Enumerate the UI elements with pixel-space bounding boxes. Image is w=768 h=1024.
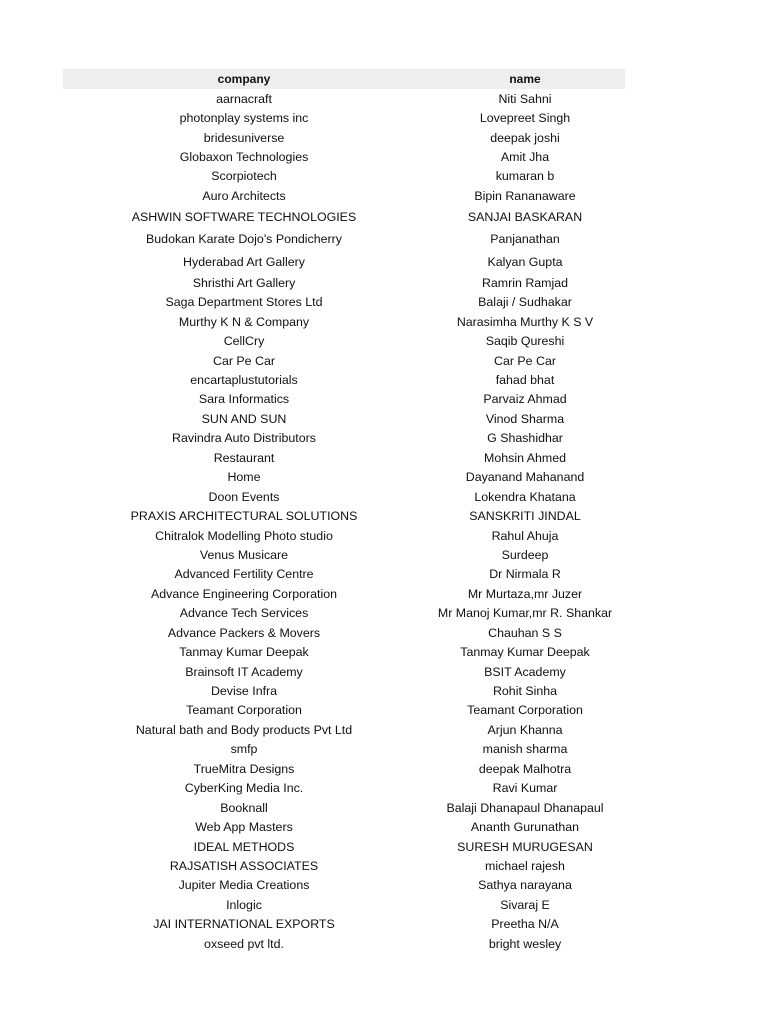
table-row bbox=[63, 206, 625, 229]
table-row bbox=[63, 701, 625, 720]
cell-company: PRAXIS ARCHITECTURAL SOLUTIONS bbox=[130, 509, 358, 524]
cell-name: manish sharma bbox=[482, 742, 568, 757]
cell-company: Ravindra Auto Distributors bbox=[172, 431, 316, 446]
table-body bbox=[63, 89, 625, 953]
cell-company: RAJSATISH ASSOCIATES bbox=[169, 858, 319, 873]
cell-name: Mohsin Ahmed bbox=[484, 450, 566, 465]
cell-company: Home bbox=[227, 470, 261, 485]
table-row bbox=[63, 584, 625, 603]
table-row bbox=[63, 779, 625, 798]
cell-name: Amit Jha bbox=[500, 150, 550, 165]
cell-company: Hyderabad Art Gallery bbox=[183, 254, 305, 269]
cell-company: Globaxon Technologies bbox=[179, 150, 309, 165]
table-row bbox=[63, 409, 625, 428]
cell-name: Mr Manoj Kumar,mr R. Shankar bbox=[437, 606, 613, 621]
cell-name: Balaji / Sudhakar bbox=[478, 295, 572, 310]
cell-name: SANSKRITI JINDAL bbox=[469, 509, 581, 524]
cell-name: michael rajesh bbox=[485, 858, 565, 873]
cell-company: Advanced Fertility Centre bbox=[174, 567, 314, 582]
table-row bbox=[63, 370, 625, 389]
table-row bbox=[63, 108, 625, 127]
cell-company: encartaplustutorials bbox=[190, 373, 298, 388]
table-row bbox=[63, 448, 625, 467]
cell-name: Balaji Dhanapaul Dhanapaul bbox=[446, 800, 604, 815]
table-row bbox=[63, 147, 625, 166]
cell-name: fahad bhat bbox=[495, 373, 555, 388]
cell-name: deepak Malhotra bbox=[478, 761, 572, 776]
table-row bbox=[63, 128, 625, 147]
cell-name: Saqib Qureshi bbox=[485, 334, 565, 349]
cell-name: Ananth Gurunathan bbox=[470, 820, 580, 835]
cell-company: Web App Masters bbox=[195, 820, 293, 835]
cell-company: Devise Infra bbox=[210, 684, 278, 699]
table-row bbox=[63, 429, 625, 448]
cell-company: Murthy K N & Company bbox=[178, 314, 310, 329]
table-row bbox=[63, 759, 625, 778]
table-row bbox=[63, 798, 625, 817]
cell-name: Preetha N/A bbox=[491, 917, 559, 932]
cell-name: Lovepreet Singh bbox=[479, 111, 571, 126]
table-row bbox=[63, 837, 625, 856]
table-row bbox=[63, 681, 625, 700]
table-row bbox=[63, 934, 625, 953]
table-row bbox=[63, 487, 625, 506]
table-row bbox=[63, 720, 625, 739]
header-company: company bbox=[217, 72, 271, 86]
cell-name: Parvaiz Ahmad bbox=[483, 392, 567, 407]
table-row bbox=[63, 273, 625, 292]
cell-name: Tanmay Kumar Deepak bbox=[460, 645, 590, 660]
cell-name: BSIT Academy bbox=[484, 664, 566, 679]
table-row bbox=[63, 506, 625, 525]
cell-company: Advance Engineering Corporation bbox=[151, 586, 337, 601]
cell-company: aarnacraft bbox=[216, 91, 272, 106]
cell-company: Sara Informatics bbox=[198, 392, 290, 407]
cell-company: TrueMitra Designs bbox=[193, 761, 295, 776]
cell-name: Rahul Ahuja bbox=[491, 528, 559, 543]
table-row bbox=[63, 642, 625, 661]
cell-name: Sivaraj E bbox=[500, 897, 550, 912]
table-row bbox=[63, 186, 625, 205]
cell-company: Restaurant bbox=[213, 450, 275, 465]
cell-name: Kalyan Gupta bbox=[487, 254, 563, 269]
table-row bbox=[63, 251, 625, 274]
cell-company: Inlogic bbox=[226, 897, 262, 912]
cell-name: Lokendra Khatana bbox=[474, 489, 576, 504]
cell-name: Ravi Kumar bbox=[492, 781, 558, 796]
cell-company: IDEAL METHODS bbox=[193, 839, 295, 854]
cell-name: Sathya narayana bbox=[478, 878, 572, 893]
table-row bbox=[63, 565, 625, 584]
cell-name: Surdeep bbox=[501, 547, 549, 562]
cell-name: Dayanand Mahanand bbox=[465, 470, 585, 485]
table-row bbox=[63, 876, 625, 895]
cell-name: SURESH MURUGESAN bbox=[457, 839, 593, 854]
cell-company: Saga Department Stores Ltd bbox=[165, 295, 323, 310]
cell-company: Auro Architects bbox=[202, 188, 286, 203]
header-name: name bbox=[509, 72, 541, 86]
cell-company: SUN AND SUN bbox=[201, 411, 287, 426]
cell-name: Bipin Rananaware bbox=[474, 188, 576, 203]
cell-name: Narasimha Murthy K S V bbox=[456, 314, 594, 329]
table-row bbox=[63, 390, 625, 409]
cell-name: kumaran b bbox=[495, 169, 555, 184]
cell-company: Jupiter Media Creations bbox=[178, 878, 310, 893]
cell-company: CyberKing Media Inc. bbox=[184, 781, 304, 796]
cell-name: Mr Murtaza,mr Juzer bbox=[467, 586, 583, 601]
cell-company: Natural bath and Body products Pvt Ltd bbox=[135, 722, 353, 737]
header-row bbox=[63, 69, 625, 89]
cell-name: Dr Nirmala R bbox=[489, 567, 561, 582]
table-row bbox=[63, 312, 625, 331]
cell-name: Teamant Corporation bbox=[467, 703, 583, 718]
cell-company: Chitralok Modelling Photo studio bbox=[155, 528, 333, 543]
table-row bbox=[63, 526, 625, 545]
table-row bbox=[63, 895, 625, 914]
table-row bbox=[63, 662, 625, 681]
table-row bbox=[63, 89, 625, 108]
table-row bbox=[63, 623, 625, 642]
cell-company: Teamant Corporation bbox=[186, 703, 302, 718]
cell-name: Arjun Khanna bbox=[487, 722, 563, 737]
cell-name: Ramrin Ramjad bbox=[481, 275, 569, 290]
cell-name: deepak joshi bbox=[490, 130, 560, 145]
cell-name: G Shashidhar bbox=[487, 431, 563, 446]
cell-company: Budokan Karate Dojo's Pondicherry bbox=[146, 232, 342, 247]
cell-name: SANJAI BASKARAN bbox=[467, 209, 583, 224]
cell-company: Brainsoft IT Academy bbox=[185, 664, 303, 679]
table-row bbox=[63, 604, 625, 623]
cell-company: Booknall bbox=[220, 800, 268, 815]
table-row bbox=[63, 351, 625, 370]
table-row bbox=[63, 167, 625, 186]
table-row bbox=[63, 468, 625, 487]
cell-company: smfp bbox=[230, 742, 258, 757]
cell-name: Car Pe Car bbox=[494, 353, 556, 368]
cell-name: Panjanathan bbox=[490, 232, 560, 247]
cell-name: bright wesley bbox=[488, 936, 562, 951]
cell-company: Tanmay Kumar Deepak bbox=[179, 645, 309, 660]
cell-company: Advance Packers & Movers bbox=[167, 625, 321, 640]
table-row bbox=[63, 817, 625, 836]
cell-name: Niti Sahni bbox=[498, 91, 552, 106]
cell-company: Car Pe Car bbox=[213, 353, 275, 368]
cell-company: Shristhi Art Gallery bbox=[192, 275, 296, 290]
table-row bbox=[63, 545, 625, 564]
cell-name: Rohit Sinha bbox=[492, 684, 558, 699]
cell-company: Doon Events bbox=[208, 489, 280, 504]
cell-name: Chauhan S S bbox=[488, 625, 562, 640]
table-row bbox=[63, 228, 625, 251]
cell-company: Venus Musicare bbox=[199, 547, 289, 562]
table-row bbox=[63, 915, 625, 934]
cell-company: ASHWIN SOFTWARE TECHNOLOGIES bbox=[131, 209, 357, 224]
spreadsheet-table bbox=[63, 69, 625, 953]
cell-name: Vinod Sharma bbox=[485, 411, 565, 426]
table-row bbox=[63, 856, 625, 875]
cell-company: CellCry bbox=[223, 334, 265, 349]
cell-company: bridesuniverse bbox=[203, 130, 285, 145]
cell-company: oxseed pvt ltd. bbox=[204, 936, 284, 951]
cell-company: JAI INTERNATIONAL EXPORTS bbox=[153, 917, 335, 932]
table-row bbox=[63, 331, 625, 350]
cell-company: Scorpiotech bbox=[211, 169, 277, 184]
table-row bbox=[63, 740, 625, 759]
cell-company: Advance Tech Services bbox=[179, 606, 309, 621]
table-row bbox=[63, 293, 625, 312]
cell-company: photonplay systems inc bbox=[179, 111, 309, 126]
